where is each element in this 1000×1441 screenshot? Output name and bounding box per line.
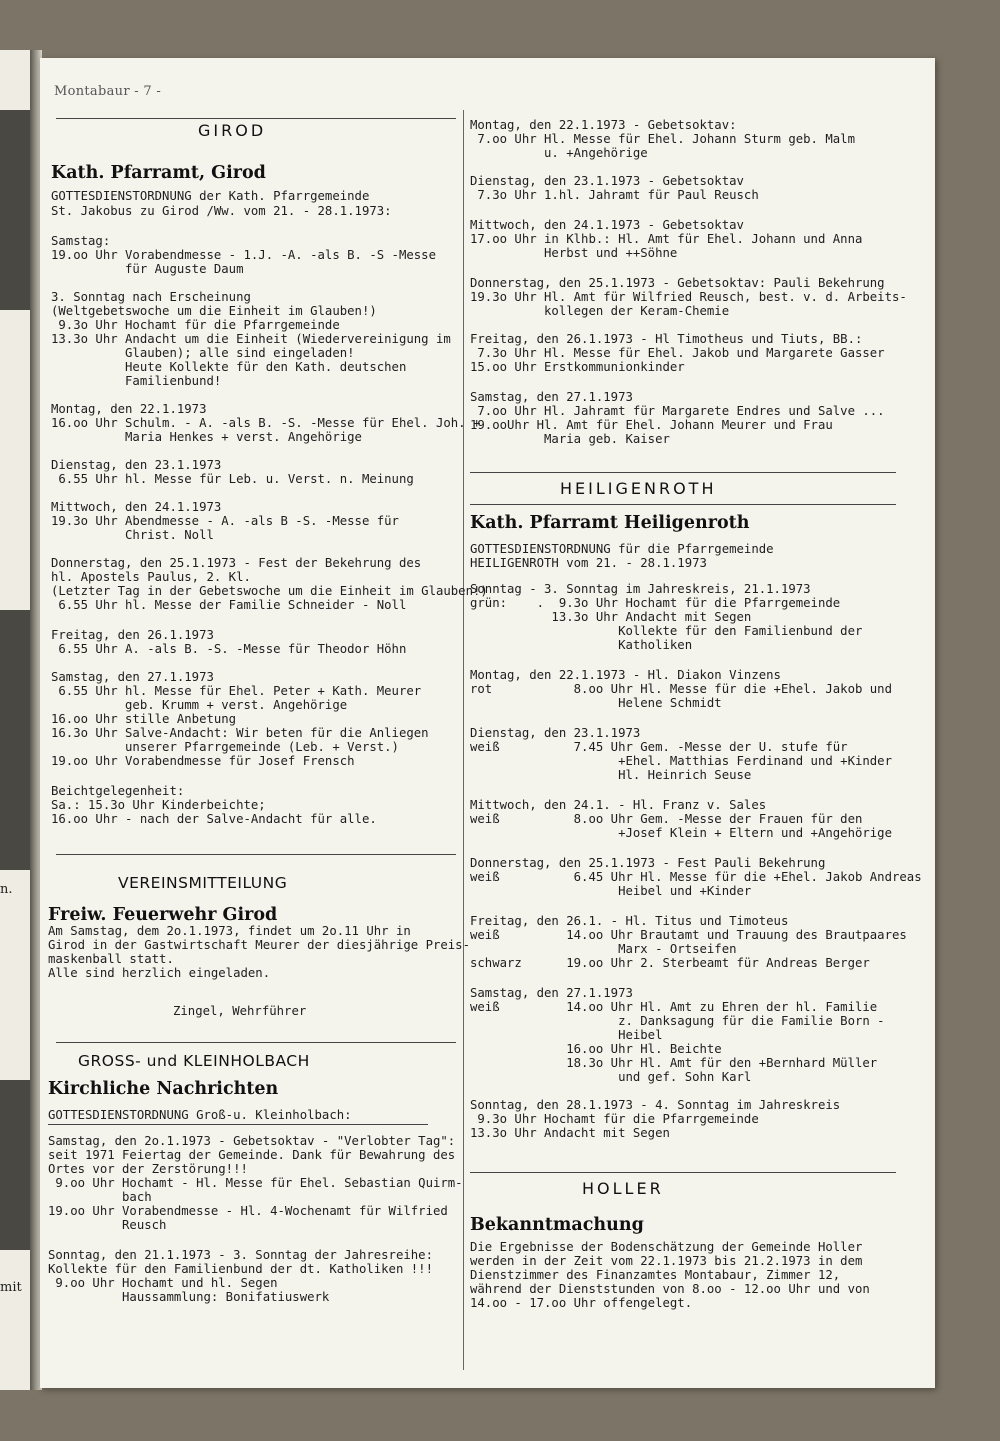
text-line: Montag, den 22.1.1973 - Hl. Diakon Vinzens — [470, 668, 781, 682]
text-line: Heibel und +Kinder — [470, 884, 752, 898]
text-line: Samstag, den 27.1.1973 — [470, 390, 633, 404]
text-line: Sonntag, den 21.1.1973 - 3. Sonntag der Jahresreihe: — [48, 1248, 433, 1262]
text-line: Sonntag - 3. Sonntag im Jahreskreis, 21.1.1973 — [470, 582, 811, 596]
text-line: Montag, den 22.1.1973 — [51, 402, 207, 416]
text-line: 9.oo Uhr Hochamt - Hl. Messe für Ehel. Sebastian Quirm- — [48, 1176, 463, 1190]
photo-fragment — [0, 610, 30, 870]
girod-title: Kath. Pfarramt, Girod — [51, 163, 266, 183]
text-line: 16.oo Uhr Hl. Beichte — [470, 1042, 722, 1056]
text-line: Freitag, den 26.1.1973 - Hl Timotheus und Tiuts, BB.: — [470, 332, 863, 346]
text-line: 7.oo Uhr Hl. Jahramt für Margarete Endres und Salve ... — [470, 404, 885, 418]
text-line: 19.oo Uhr Vorabendmesse für Josef Frensch — [51, 754, 355, 768]
text-line: Freitag, den 26.1.1973 — [51, 628, 214, 642]
text-line: Katholiken — [470, 638, 693, 652]
column-divider — [463, 110, 464, 1370]
text-line: Familienbund! — [51, 374, 222, 388]
text-line: weiß 7.45 Uhr Gem. -Messe der U. stufe für — [470, 740, 848, 754]
text-line: 19.3o Uhr Hl. Amt für Wilfried Reusch, best. v. d. Arbeits- — [470, 290, 907, 304]
text-line: grün: . 9.3o Uhr Hochamt für die Pfarrgemeinde — [470, 596, 841, 610]
text-line: Beichtgelegenheit: — [51, 784, 185, 798]
text-line: Maria Henkes + verst. Angehörige — [51, 430, 362, 444]
text-line: (Weltgebetswoche um die Einheit im Glauben!) — [51, 304, 377, 318]
text-line: 6.55 Uhr hl. Messe für Leb. u. Verst. n. Meinung — [51, 472, 414, 486]
text-line: 19.3o Uhr Abendmesse - A. -als B -S. -Messe für — [51, 514, 399, 528]
gross-intro: GOTTESDIENSTORDNUNG Groß-u. Kleinholbach: — [48, 1108, 352, 1122]
text-line: z. Danksagung für die Familie Born - — [470, 1014, 885, 1028]
text-line: Mittwoch, den 24.1.1973 - Gebetsoktav — [470, 218, 744, 232]
section-heading-holler: HOLLER — [582, 1179, 664, 1198]
text-line: Donnerstag, den 25.1.1973 - Fest der Bekehrung des — [51, 556, 422, 570]
text-line: 7.3o Uhr Hl. Messe für Ehel. Jakob und Margarete Gasser — [470, 346, 885, 360]
text-line: Kollekte für den Familienbund der dt. Katholiken !!! — [48, 1262, 433, 1276]
text-line: Montag, den 22.1.1973 - Gebetsoktav: — [470, 118, 737, 132]
section-heading-gross: GROSS- und KLEINHOLBACH — [78, 1052, 310, 1070]
text-line: 15.oo Uhr Erstkommunionkinder — [470, 360, 685, 374]
text-line: bach — [48, 1190, 152, 1204]
gross-title: Kirchliche Nachrichten — [48, 1079, 279, 1099]
text-line: kollegen der Keram-Chemie — [470, 304, 730, 318]
text-line: werden in der Zeit vom 22.1.1973 bis 21.2.1973 in dem — [470, 1254, 863, 1268]
text-line: Mittwoch, den 24.1.1973 — [51, 500, 222, 514]
text-line: unserer Pfarrgemeinde (Leb. + Verst.) — [51, 740, 399, 754]
text-line: hl. Apostels Paulus, 2. Kl. — [51, 570, 251, 584]
text-line: 16.3o Uhr Salve-Andacht: Wir beten für die Anliegen — [51, 726, 429, 740]
text-line: Donnerstag, den 25.1.1973 - Gebetsoktav: Pauli Bekehrung — [470, 276, 885, 290]
text-line: für Auguste Daum — [51, 262, 244, 276]
text-line: 17.oo Uhr in Klhb.: Hl. Amt für Ehel. Johann und Anna — [470, 232, 863, 246]
text-line: Samstag, den 27.1.1973 — [51, 670, 214, 684]
verein-title: Freiw. Feuerwehr Girod — [48, 905, 278, 925]
text-line: weiß 14.oo Uhr Brautamt und Trauung des Brautpaares — [470, 928, 907, 942]
text-line: 6.55 Uhr A. -als B. -S. -Messe für Theodor Höhn — [51, 642, 407, 656]
text-line: 19.ooUhr Hl. Amt für Ehel. Johann Meurer und Frau — [470, 418, 833, 432]
text-line: 16.oo Uhr - nach der Salve-Andacht für alle. — [51, 812, 377, 826]
text-line: Kollekte für den Familienbund der — [470, 624, 863, 638]
text-line: weiß 6.45 Uhr Hl. Messe für die +Ehel. Jakob Andreas — [470, 870, 922, 884]
text-line: weiß 8.oo Uhr Gem. -Messe der Frauen für den — [470, 812, 863, 826]
text-line: Heibel — [470, 1028, 663, 1042]
text-line: Ortes vor der Zerstörung!!! — [48, 1162, 248, 1176]
text-line: Dienstag, den 23.1.1973 - Gebetsoktav — [470, 174, 744, 188]
text-line: und gef. Sohn Karl — [470, 1070, 752, 1084]
text-line: Maria geb. Kaiser — [470, 432, 670, 446]
text-line: 3. Sonntag nach Erscheinung — [51, 290, 251, 304]
text-line: Glauben); alle sind eingeladen! — [51, 346, 355, 360]
section-heading-girod: GIROD — [198, 121, 267, 140]
rule — [56, 1042, 456, 1043]
text-line: +Josef Klein + Eltern und +Angehörige — [470, 826, 892, 840]
text-line: Reusch — [48, 1218, 167, 1232]
text-line: 19.oo Uhr Vorabendmesse - Hl. 4-Wochenamt für Wilfried — [48, 1204, 448, 1218]
text-line: Heute Kollekte für den Kath. deutschen — [51, 360, 407, 374]
text-line: Sonntag, den 28.1.1973 - 4. Sonntag im Jahreskreis — [470, 1098, 841, 1112]
text-line: während der Dienststunden von 8.oo - 12.oo Uhr und von — [470, 1282, 870, 1296]
text-line: Mittwoch, den 24.1. - Hl. Franz v. Sales — [470, 798, 767, 812]
text-line: Dienstzimmer des Finanzamtes Montabaur, Zimmer 12, — [470, 1268, 841, 1282]
text-line: Herbst und ++Söhne — [470, 246, 678, 260]
text-line: Haussammlung: Bonifatiuswerk — [48, 1290, 330, 1304]
text-line: (Letzter Tag in der Gebetswoche um die Einheit im Glauben!) — [51, 584, 488, 598]
text-line: weiß 14.oo Uhr Hl. Amt zu Ehren der hl. Familie — [470, 1000, 878, 1014]
text-line: 9.3o Uhr Hochamt für die Pfarrgemeinde — [470, 1112, 759, 1126]
text-line: 18.3o Uhr Hl. Amt für den +Bernhard Müller — [470, 1056, 878, 1070]
text-line: Freitag, den 26.1. - Hl. Titus und Timoteus — [470, 914, 789, 928]
text-line: Christ. Noll — [51, 528, 214, 542]
text-line: 19.oo Uhr Vorabendmesse - 1.J. -A. -als B. -S -Messe — [51, 248, 436, 262]
text-line: maskenball statt. — [48, 952, 174, 966]
text-line: Samstag, den 27.1.1973 — [470, 986, 633, 1000]
text-line: Sa.: 15.3o Uhr Kinderbeichte; — [51, 798, 266, 812]
page-header: Montabaur - 7 - — [54, 84, 162, 99]
photo-fragment — [0, 110, 30, 310]
rule — [56, 118, 456, 119]
text-line: u. +Angehörige — [470, 146, 648, 160]
edge-text: n. — [0, 882, 13, 897]
page: Montabaur - 7 - GIROD Kath. Pfarramt, Girod GOTTESDIENSTORDNUNG der Kath. Pfarrgemeinde St. Jakobus zu Girod /Ww. vom 21. - 28.1.1973: Samstag: 19.oo Uhr Vorabendmesse - 1.J. -A. -als B. -S -Messe für Auguste Daum 3. Sonntag nach Erscheinung (Weltgebetswoche um die Einheit im Glauben!) 9.3o Uhr Hochamt für die Pfarrgemeinde 13.3o Uhr Andacht um die Einheit (Wiedervereinigung im Glauben); alle sind eingeladen! Heute Kollekte für den Kath. deutschen Familienbund! Montag, den 22.1.1973 16.oo Uhr Schulm. - A. -als B. -S. -Messe für Ehel. Joh. + Maria Henkes + verst. Angehörige Dienstag, den 23.1.1973 6.55 Uhr hl. Messe für Leb. u. Verst. n. Meinung Mittwoch, den 24.1.1973 19.3o Uhr Abendmesse - A. -als B -S. -Messe für Christ. Noll Donnerstag, den 25.1.1973 - Fest der Bekehrung des hl. Apostels Paulus, 2. Kl. (Letzter Tag in der Gebetswoche um die Einheit im Glauben!) 6.55 Uhr hl. Messe der Familie Schneider - Noll Freitag, den 26.1.1973 6.55 Uhr A. -als B. -S. -Messe für Theodor Höhn Samstag, den 27.1.1973 6.55 Uhr hl. Messe für Ehel. Peter + Kath. Meurer geb. Krumm + verst. Angehörige 16.oo Uhr stille Anbetung 16.3o Uhr Salve-Andacht: Wir beten für die Anliegen unserer Pfarrgemeinde (Leb. + Verst.) 19.oo Uhr Vorabendmesse für Josef Frensch Beichtgelegenheit: Sa.: 15.3o Uhr Kinderbeichte; 16.oo Uhr - nach der Salve-Andacht für alle. VEREINSMITTEILUNG Freiw. Feuerwehr Girod Am Samstag, dem 2o.1.1973, findet um 2o.11 Uhr in Girod in der Gastwirtschaft Meurer der diesjährige Preis- maskenball statt. Alle sind herzlich eingeladen. Zingel, Wehrführer GROSS- und KLEINHOLBACH Kirchliche Nachrichten GOTTESDIENSTORDNUNG Groß-u. Kleinholbach: Samstag, den 2o.1.1973 - Gebetsoktav - "Verlobter Tag": seit 1971 Feiertag der Gemeinde. Dank für Bewahrung des Ortes vor der Zerstörung!!! 9.oo Uhr Hochamt - Hl. Messe für Ehel. Sebastian Quirm- bach 19.oo Uhr Vorabendmesse - Hl. 4-Wochenamt für Wilfried Reusch Sonntag, den 21.1.1973 - 3. Sonntag der Jahresreihe: Kollekte für den Familienbund der dt. Katholiken !!! 9.oo Uhr Hochamt und hl. Segen Haussammlung: Bonifatiuswerk Montag, den 22.1.1973 - Gebetsoktav: 7.oo Uhr Hl. Messe für Ehel. Johann Sturm geb. Malm u. +Angehörige Dienstag, den 23.1.1973 - Gebetsoktav 7.3o Uhr 1.hl. Jahramt für Paul Reusch Mittwoch, den 24.1.1973 - Gebetsoktav 17.oo Uhr in Klhb.: Hl. Amt für Ehel. Johann und Anna Herbst und ++Söhne Donnerstag, den 25.1.1973 - Gebetsoktav: Pauli Bekehrung 19.3o Uhr Hl. Amt für Wilfried Reusch, best. v. d. Arbeits- kollegen der Keram-Chemie Freitag, den 26.1.1973 - Hl Timotheus und Tiuts, BB.: 7.3o Uhr Hl. Messe für Ehel. Jakob und Margarete Gasser 15.oo Uhr Erstkommunionkinder Samstag, den 27.1.1973 7.oo Uhr Hl. Jahramt für Margarete Endres und Salve ... 19.ooUhr Hl. Amt für Ehel. Johann Meurer und Frau Maria geb. Kaiser HEILIGENROTH Kath. Pfarramt Heiligenroth GOTTESDIENSTORDNUNG für die Pfarrgemeinde HEILIGENROTH vom 21. - 28.1.1973 Sonntag - 3. Sonntag im Jahreskreis, 21.1.1973 grün: . 9.3o Uhr Hochamt für die Pfarrgemeinde 13.3o Uhr Andacht mit Segen Kollekte für den Familienbund der Katholiken Montag, den 22.1.1973 - Hl. Diakon Vinzens rot 8.oo Uhr Hl. Messe für die +Ehel. Jakob und Helene Schmidt Dienstag, den 23.1.1973 weiß 7.45 Uhr Gem. -Messe der U. stufe für +Ehel. Matthias Ferdinand und +Kinder Hl. Heinrich Seuse Mittwoch, den 24.1. - Hl. Franz v. Sales weiß 8.oo Uhr Gem. -Messe der Frauen für den +Josef Klein + Eltern und +Angehörige Donnerstag, den 25.1.1973 - Fest Pauli Bekehrung weiß 6.45 Uhr Hl. Messe für die +Ehel. Jakob Andreas Heibel und +Kinder Freitag, den 26.1. - Hl. Titus und Timoteus weiß 14.oo Uhr Brautamt und Trauung des Brautpaares Marx - Ortseifen schwarz 19.oo Uhr 2. Sterbeamt für Andreas Berger Samstag, den 27.1.1973 weiß 14.oo Uhr Hl. Amt zu Ehren der hl. Familie z. Danksagung für die Familie Born - Heibel 16.oo Uhr Hl. Beichte 18.3o Uhr Hl. Amt für den +Bernhard Müller und gef. Sohn Karl Sonntag, den 28.1.1973 - 4. Sonntag im Jahreskreis 9.3o Uhr Hochamt für die Pfarrgemeinde 13.3o Uhr Andacht mit Segen HOLLER Bekanntmachung Die Ergebnisse der Bodenschätzung der Gemeinde Holler werden in der Zeit vom 22.1.1973 bis 21.2.1973 in dem Dienstzimmer des Finanzamtes Montabaur, Zimmer 12, während der Dienststunden von 8.oo - 12.oo Uhr und von 14.oo - 17.oo Uhr offengelegt. — [40, 58, 935, 1388]
text-line: 6.55 Uhr hl. Messe für Ehel. Peter + Kath. Meurer — [51, 684, 422, 698]
rule — [56, 854, 456, 855]
text-line: 7.oo Uhr Hl. Messe für Ehel. Johann Sturm geb. Malm — [470, 132, 855, 146]
edge-text: mit — [0, 1280, 22, 1295]
text-line: geb. Krumm + verst. Angehörige — [51, 698, 348, 712]
text-line: 13.3o Uhr Andacht um die Einheit (Wiedervereinigung im — [51, 332, 451, 346]
text-line: rot 8.oo Uhr Hl. Messe für die +Ehel. Jakob und — [470, 682, 892, 696]
text-line: Dienstag, den 23.1.1973 — [51, 458, 222, 472]
text-line: 9.oo Uhr Hochamt und hl. Segen — [48, 1276, 278, 1290]
rule — [48, 1124, 428, 1125]
rule — [470, 1172, 896, 1173]
text-line: Die Ergebnisse der Bodenschätzung der Gemeinde Holler — [470, 1240, 863, 1254]
holler-title: Bekanntmachung — [470, 1215, 644, 1235]
photo-fragment — [0, 1080, 30, 1250]
text-line: Donnerstag, den 25.1.1973 - Fest Pauli Bekehrung — [470, 856, 826, 870]
text-line: Samstag: — [51, 234, 111, 248]
heiligenroth-title: Kath. Pfarramt Heiligenroth — [470, 513, 750, 533]
text-line: 9.3o Uhr Hochamt für die Pfarrgemeinde — [51, 318, 340, 332]
rule — [470, 472, 896, 473]
text-line: 6.55 Uhr hl. Messe der Familie Schneider - Noll — [51, 598, 407, 612]
text-line: Am Samstag, dem 2o.1.1973, findet um 2o.11 Uhr in — [48, 924, 411, 938]
text-line: Hl. Heinrich Seuse — [470, 768, 752, 782]
text-line: Alle sind herzlich eingeladen. — [48, 966, 271, 980]
rule — [470, 504, 896, 505]
text-line: 13.3o Uhr Andacht mit Segen — [470, 1126, 670, 1140]
text-line: +Ehel. Matthias Ferdinand und +Kinder — [470, 754, 892, 768]
section-heading-verein: VEREINSMITTEILUNG — [118, 874, 288, 892]
text-line: 14.oo - 17.oo Uhr offengelegt. — [470, 1296, 693, 1310]
text-line: seit 1971 Feiertag der Gemeinde. Dank für Bewahrung des — [48, 1148, 456, 1162]
text-line: 16.oo Uhr stille Anbetung — [51, 712, 237, 726]
text-line: 7.3o Uhr 1.hl. Jahramt für Paul Reusch — [470, 188, 759, 202]
text-line: Helene Schmidt — [470, 696, 722, 710]
verein-signature: Zingel, Wehrführer — [173, 1004, 307, 1018]
text-line: 13.3o Uhr Andacht mit Segen — [470, 610, 752, 624]
text-line: Dienstag, den 23.1.1973 — [470, 726, 641, 740]
text-line: Marx - Ortseifen — [470, 942, 737, 956]
text-line: Girod in der Gastwirtschaft Meurer der diesjährige Preis- — [48, 938, 470, 952]
text-line: schwarz 19.oo Uhr 2. Sterbeamt für Andreas Berger — [470, 956, 870, 970]
text-line: 16.oo Uhr Schulm. - A. -als B. -S. -Messe für Ehel. Joh. + — [51, 416, 481, 430]
text-line: Samstag, den 2o.1.1973 - Gebetsoktav - "Verlobter Tag": — [48, 1134, 456, 1148]
section-heading-heiligenroth: HEILIGENROTH — [560, 479, 717, 498]
